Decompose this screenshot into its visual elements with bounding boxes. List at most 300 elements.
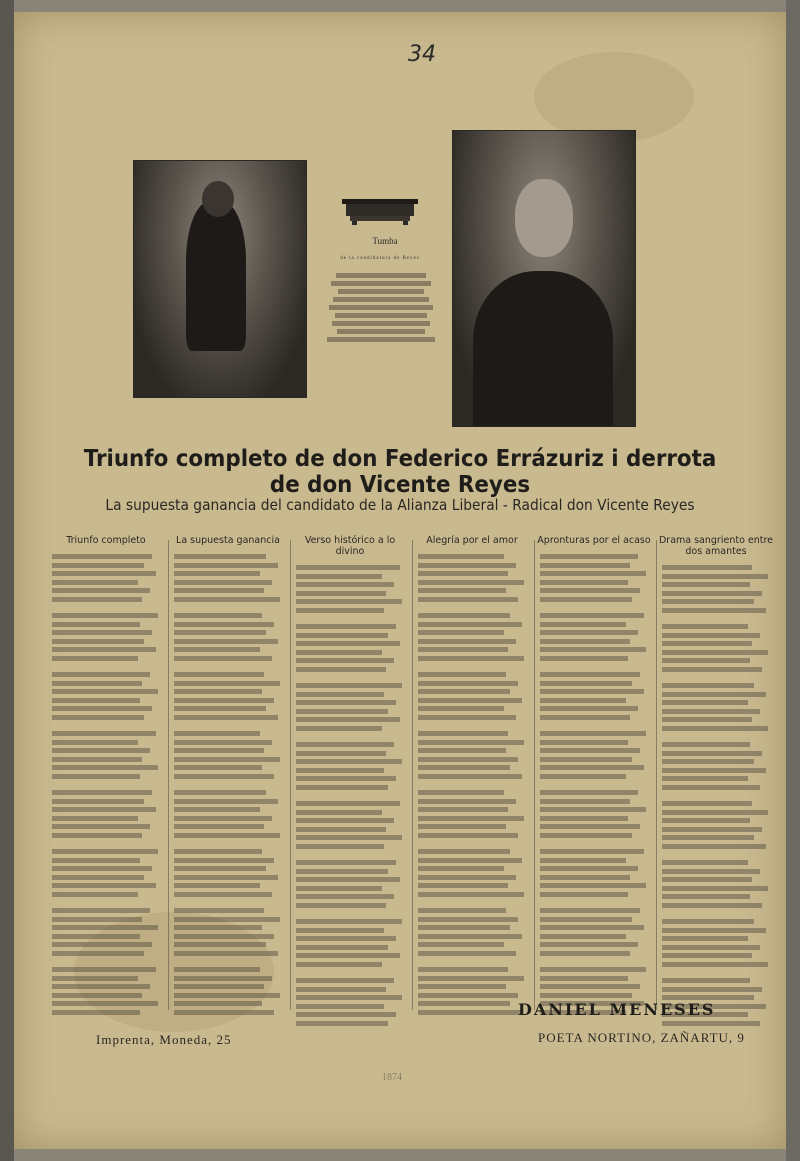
verse-line [52,672,150,677]
verse-line [540,647,646,652]
verse-line [540,883,646,888]
verse-line [418,774,522,779]
verse-line [174,790,266,795]
verse-line [174,630,266,635]
poem-column [658,535,774,1005]
stanza-gap [536,782,652,790]
poem-column [536,535,652,1005]
verse-line [52,715,144,720]
verse-line [418,715,516,720]
verse-line [540,824,640,829]
verse-line [52,698,140,703]
verse-line [52,554,152,559]
verse-line [540,866,638,871]
portrait-left [133,160,307,398]
verse-line [52,588,150,593]
verse-line [540,588,640,593]
verse-line [418,647,508,652]
verse-line [662,928,766,933]
verse-line [296,810,382,815]
verse-line [662,599,754,604]
verse-line [52,563,144,568]
stanza-gap [292,675,408,683]
stanza-gap [48,664,164,672]
verse-line [174,875,278,880]
verse-line [418,706,504,711]
stanza-gap [170,664,286,672]
verse-line [418,580,524,585]
verse-line [52,597,142,602]
verse-line [418,833,518,838]
verse-line [174,597,280,602]
stanza-gap [48,723,164,731]
stanza-gap [292,734,408,742]
tomb-illustration [340,196,420,226]
poem-column [48,535,164,1005]
verse-line [174,748,264,753]
verse-line [296,978,394,983]
verse-line [540,639,630,644]
verse-line [662,936,748,941]
verse-line [296,700,396,705]
verse-line [174,571,260,576]
verse-line [540,630,638,635]
verse-line [418,731,508,736]
verse-line [296,785,388,790]
author-name: DANIEL MENESES [518,1000,716,1019]
scan-edge-left [0,0,14,1161]
verse-line [662,658,750,663]
verse-line [296,928,384,933]
verse-line [418,597,518,602]
poem-title: Alegría por el amor [426,535,518,546]
verse-line [174,656,272,661]
verse-line [52,799,144,804]
verse-line [52,748,150,753]
verse-line [662,709,760,714]
verse-line [296,751,386,756]
verse-line [296,801,400,806]
verse-line [418,1001,510,1006]
verse-line [540,580,628,585]
tomb-title: Tumba [372,236,398,246]
inventory-number: 34 [408,42,436,67]
verse-line [662,759,754,764]
stanza-gap [414,664,530,672]
verse-line [174,866,266,871]
verse-line [174,816,272,821]
portrait-head [202,181,234,217]
portrait-figure [473,271,613,426]
verse-line [52,984,150,989]
verse-line [174,934,274,939]
stanza-gap [414,605,530,613]
verse-line [662,785,760,790]
verse-line [52,866,152,871]
stanza-gap [658,852,774,860]
stanza-gap [170,900,286,908]
verse-line [174,613,262,618]
verse-line [174,774,274,779]
verse-line [540,799,630,804]
verse-line [174,765,262,770]
verse-line [296,658,394,663]
verse-line [296,692,384,697]
verse-line [52,757,142,762]
stanza-gap [414,900,530,908]
verse-line [174,689,262,694]
verse-line [418,858,522,863]
verse-line [662,801,752,806]
verse-line [418,563,516,568]
portrait-head [515,179,573,257]
verse-line [296,709,388,714]
verse-line [540,748,640,753]
verse-line [540,715,630,720]
portrait-right [452,130,636,427]
stanza-gap [292,557,408,565]
verse-line [540,757,632,762]
verse-line [540,681,632,686]
stanza-gap [536,723,652,731]
verse-line [296,624,396,629]
verse-line [296,995,402,1000]
verse-line [540,833,632,838]
poem-title: Triunfo completo [66,535,146,546]
stanza-gap [658,616,774,624]
verse-line [296,633,388,638]
verse-line [540,672,640,677]
verse-line [296,936,396,941]
verse-line [174,976,272,981]
verse-line [662,608,766,613]
verse-line [52,967,156,972]
verse-line [540,849,644,854]
stanza-gap [48,546,164,554]
verse-line [52,925,158,930]
verse-line [662,582,750,587]
verse-line [52,892,138,897]
verse-line [174,757,280,762]
verse-line [418,554,504,559]
stanza-gap [170,723,286,731]
verse-line [174,925,262,930]
verse-line [418,976,524,981]
verse-line [662,886,768,891]
stanza-gap [292,970,408,978]
verse-line [662,860,748,865]
verse-line [540,875,630,880]
verse-line [52,706,152,711]
stanza-gap [658,970,774,978]
verse-line [418,807,508,812]
verse-line [662,844,766,849]
verse-line [174,622,274,627]
stanza-gap [414,546,530,554]
verse-line [174,984,264,989]
verse-line [540,790,638,795]
verse-line [296,1021,388,1026]
verse-line [174,908,264,913]
verse-line [52,849,158,854]
verse-line [174,647,260,652]
verse-line [662,641,752,646]
verse-line [52,816,138,821]
subheadline: La supuesta ganancia del candidato de la Alianza Liberal - Radical don Vicente Reyes [105,496,695,514]
stanza-gap [658,911,774,919]
verse-line [52,571,156,576]
verse-line [296,641,400,646]
verse-line [296,565,400,570]
verse-line [52,807,156,812]
verse-line [174,967,260,972]
verse-line [52,765,158,770]
paper-stain [534,52,694,142]
verse-line [174,833,280,838]
verse-line [296,919,402,924]
verse-line [540,613,644,618]
verse-line [174,824,264,829]
verse-line [662,877,752,882]
verse-line [662,650,768,655]
verse-line [418,672,506,677]
poem-title: Verso histórico a lo divino [304,535,396,557]
stanza-gap [48,900,164,908]
verse-line [418,765,510,770]
verse-line [52,824,150,829]
verse-line [662,827,762,832]
verse-line [296,1012,396,1017]
verse-line [540,622,626,627]
stanza-gap [292,616,408,624]
stanza-gap [414,723,530,731]
verse-line [174,993,280,998]
verse-line [418,757,518,762]
column-rule [168,540,169,1010]
verse-line [52,689,158,694]
verse-line [418,799,516,804]
stanza-gap [658,675,774,683]
verse-line [662,768,766,773]
verse-line [296,667,386,672]
verse-line [540,740,628,745]
verse-line [52,613,158,618]
verse-line [52,647,156,652]
verse-line [174,1010,274,1015]
verse-line [418,925,510,930]
verse-line [540,571,646,576]
verse-line [174,883,260,888]
verse-line [662,776,748,781]
verse-line [418,681,518,686]
verse-line [174,672,264,677]
verse-line [174,858,274,863]
verse-line [662,574,768,579]
verse-line [662,945,760,950]
stanza-gap [48,782,164,790]
verse-line [418,689,510,694]
stanza-gap [414,959,530,967]
stanza-gap [170,546,286,554]
verse-line [296,599,402,604]
verse-line [52,976,138,981]
verse-line [540,698,626,703]
verse-line [174,917,280,922]
verse-line [296,962,382,967]
verse-line [662,903,762,908]
stanza-gap [170,782,286,790]
verse-line [52,993,142,998]
verse-line [418,993,518,998]
verse-line [52,875,144,880]
verse-line [540,917,632,922]
verse-line [540,774,626,779]
verse-line [418,883,508,888]
verse-line [296,742,394,747]
verse-line [174,563,278,568]
verse-line [52,833,142,838]
verse-line [418,639,516,644]
verse-line [52,917,142,922]
verse-line [418,613,510,618]
verse-line [418,816,524,821]
portrait-figure [186,201,246,351]
verse-line [540,858,626,863]
verse-line [296,827,386,832]
verse-line [296,835,402,840]
verse-line [52,883,156,888]
verse-line [662,591,762,596]
stanza-gap [170,959,286,967]
verse-line [662,624,748,629]
verse-line [418,824,506,829]
verse-line [52,951,144,956]
stanza-gap [536,605,652,613]
verse-line [296,717,400,722]
verse-line [418,951,516,956]
verse-line [52,580,138,585]
tomb-verse [323,270,438,345]
verse-line [662,726,768,731]
verse-line [540,934,626,939]
stanza-gap [414,841,530,849]
verse-line [296,650,382,655]
verse-line [418,740,524,745]
verse-line [296,1004,384,1009]
poem-title: La supuesta ganancia [176,535,280,546]
verse-line [540,976,628,981]
verse-line [418,748,506,753]
printer-imprint: Imprenta, Moneda, 25 [96,1032,232,1047]
verse-line [52,858,140,863]
verse-line [540,993,632,998]
poem-column [170,535,286,1005]
verse-line [418,875,516,880]
verse-line [296,844,384,849]
verse-line [174,554,266,559]
verse-line [296,945,388,950]
verse-line [418,892,524,897]
archive-stamp: 1874 [382,1072,402,1083]
verse-line [662,700,748,705]
stanza-gap [170,605,286,613]
verse-line [540,689,644,694]
verse-line [418,698,522,703]
column-rule [412,540,413,1010]
verse-line [540,816,628,821]
verse-line [52,681,142,686]
verse-line [52,774,140,779]
verse-line [540,942,638,947]
verse-line [418,790,504,795]
verse-line [662,683,754,688]
verse-line [174,807,260,812]
verse-line [418,656,524,661]
verse-line [418,934,522,939]
verse-line [296,776,396,781]
verse-line [662,818,750,823]
verse-line [52,639,144,644]
verse-line [296,608,384,613]
verse-line [174,951,278,956]
column-rule [534,540,535,1010]
stanza-gap [536,841,652,849]
verse-line [296,591,386,596]
verse-line [540,731,646,736]
verse-line [296,860,396,865]
verse-line [174,698,274,703]
verse-line [662,565,752,570]
verse-line [52,934,140,939]
verse-line [418,942,504,947]
verse-line [662,987,762,992]
verse-line [296,818,394,823]
verse-line [662,919,754,924]
verse-line [296,759,402,764]
verse-line [418,1010,522,1015]
stanza-gap [536,959,652,967]
verse-line [52,1001,158,1006]
verse-line [52,656,138,661]
headline: Triunfo completo de don Federico Errázuriz i derrota de don Vicente Reyes [83,446,717,498]
verse-line [174,731,260,736]
verse-line [540,984,640,989]
verse-line [52,740,138,745]
verse-line [418,866,504,871]
verse-line [662,869,760,874]
verse-line [540,706,638,711]
verse-line [52,942,152,947]
verse-line [174,715,278,720]
verse-line [52,622,140,627]
verse-line [174,799,278,804]
stanza-gap [292,793,408,801]
stanza-gap [292,911,408,919]
verse-line [52,731,156,736]
verse-line [296,768,384,773]
verse-line [662,810,768,815]
verse-line [174,706,266,711]
stanza-gap [292,852,408,860]
stanza-gap [414,782,530,790]
verse-line [662,717,752,722]
verse-line [174,639,278,644]
stanza-gap [48,605,164,613]
verse-line [662,962,768,967]
verse-line [296,869,388,874]
verse-line [540,967,646,972]
verse-line [540,925,644,930]
